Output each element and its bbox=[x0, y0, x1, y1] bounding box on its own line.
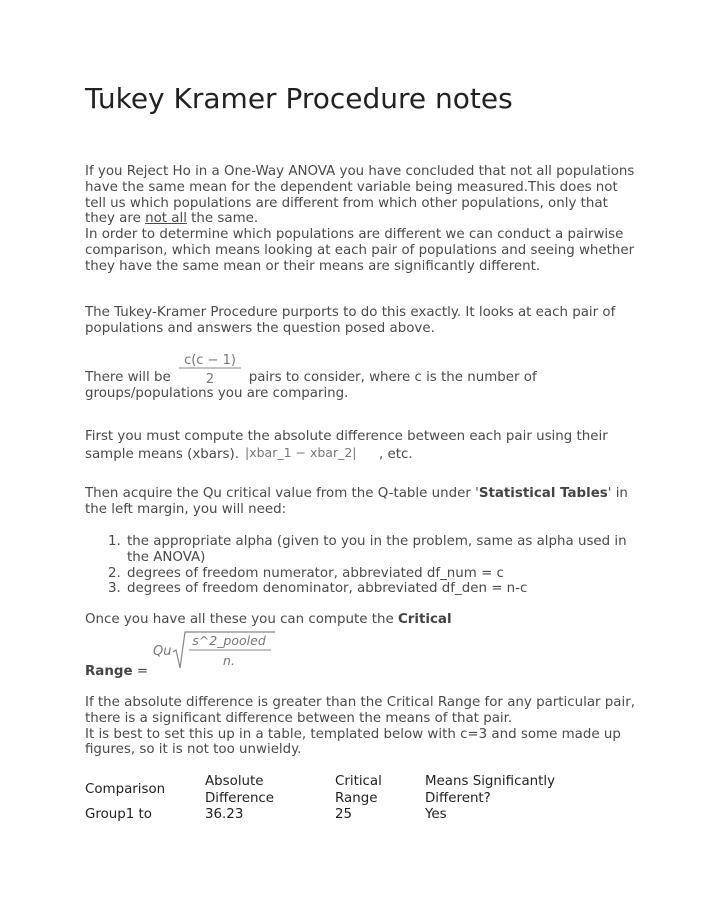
pairs-paragraph bbox=[85, 350, 635, 402]
range-equals-line bbox=[85, 664, 635, 680]
comparison-table bbox=[85, 774, 625, 824]
critical-bold: Critical bbox=[397, 612, 452, 627]
cell-comparison: Group1 to bbox=[85, 807, 152, 822]
conclusion-line1: If the absolute difference is greater than the Critical Range for any particular pair, there is a significant difference between the means of that pair. bbox=[85, 695, 635, 726]
pairs-before: There will be bbox=[85, 370, 171, 385]
cell-critical-range: 25 bbox=[335, 807, 353, 822]
list-item: 3. degrees of freedom denominator, abbreviated df_den = n-c bbox=[125, 581, 635, 597]
cell-absolute-difference: 36.23 bbox=[205, 807, 244, 822]
intro-text-c: In order to determine which populations are different we can conduct a pairwise comparison, which means looking at each pair of populations and seeing whether they have the same mean or their means are significantly different. bbox=[85, 227, 635, 274]
requirements-list bbox=[85, 534, 635, 597]
cell-means-different: Yes bbox=[425, 807, 447, 822]
absdiff-after: , etc. bbox=[378, 447, 413, 462]
statistical-tables-bold: Statistical Tables bbox=[478, 486, 608, 501]
intro-text-b: the same. bbox=[186, 211, 259, 227]
critical-range-line bbox=[85, 612, 635, 628]
pairs-after: pairs to consider, where c is the number of groups/populations you are comparing. bbox=[85, 370, 537, 401]
tukey-kramer-paragraph: The Tukey-Kramer Procedure purports to do this exactly. It looks at each pair of populations and answers the question posed above. bbox=[85, 305, 616, 336]
absdiff-formula-text: |xbar_1 − xbar_2| bbox=[244, 445, 357, 460]
list-item: 2. degrees of freedom numerator, abbreviated df_num = c bbox=[125, 566, 635, 582]
qu-before: Then acquire the Qu critical value from the Q-table under ' bbox=[85, 486, 479, 501]
conclusion-line2: It is best to set this up in a table, templated below with c=3 and some made up figures, so it is not too unwieldy. bbox=[85, 726, 621, 758]
intro-text-a: If you Reject Ho in a One-Way ANOVA you have concluded that not all populations have the same mean for the dependent variable being measured.This does not tell us which populations are different from which other populations, only that they are bbox=[85, 164, 635, 227]
conclusion-paragraph bbox=[85, 695, 635, 758]
header-absolute-difference: Absolute Difference bbox=[205, 774, 275, 806]
intro-paragraph bbox=[85, 164, 635, 275]
formula-denominator: n. bbox=[223, 653, 235, 668]
list-item: 1. the appropriate alpha (given to you in the problem, same as alpha used in the ANOVA) bbox=[125, 534, 635, 566]
table-header-row bbox=[85, 774, 625, 807]
pairs-formula-image bbox=[175, 350, 245, 386]
absdiff-formula-image bbox=[243, 445, 375, 463]
pairs-formula-numerator: c(c − 1) bbox=[183, 353, 236, 368]
critical-before: Once you have all these you can compute the bbox=[85, 612, 398, 627]
absolute-difference-paragraph bbox=[85, 428, 635, 463]
absdiff-before: First you must compute the absolute difference between each pair using their sample means (xbars). bbox=[85, 429, 608, 462]
page-title: Tukey Kramer Procedure notes bbox=[85, 82, 513, 115]
pairs-formula-denominator: 2 bbox=[205, 372, 214, 386]
table-row bbox=[85, 807, 625, 824]
equals-sign: = bbox=[132, 664, 149, 679]
formula-numerator: s^2_pooled bbox=[192, 633, 266, 648]
qu-paragraph bbox=[85, 486, 635, 518]
header-critical-range: Critical Range bbox=[335, 774, 382, 806]
header-comparison: Comparison bbox=[85, 782, 166, 798]
qu-after: ' in the left margin, you will need: bbox=[85, 486, 628, 517]
range-bold: Range bbox=[85, 664, 133, 679]
not-all-underline: not all bbox=[145, 211, 187, 227]
formula-qu: Qu bbox=[153, 644, 172, 659]
header-means-different: Means Significantly Different? bbox=[425, 774, 556, 806]
